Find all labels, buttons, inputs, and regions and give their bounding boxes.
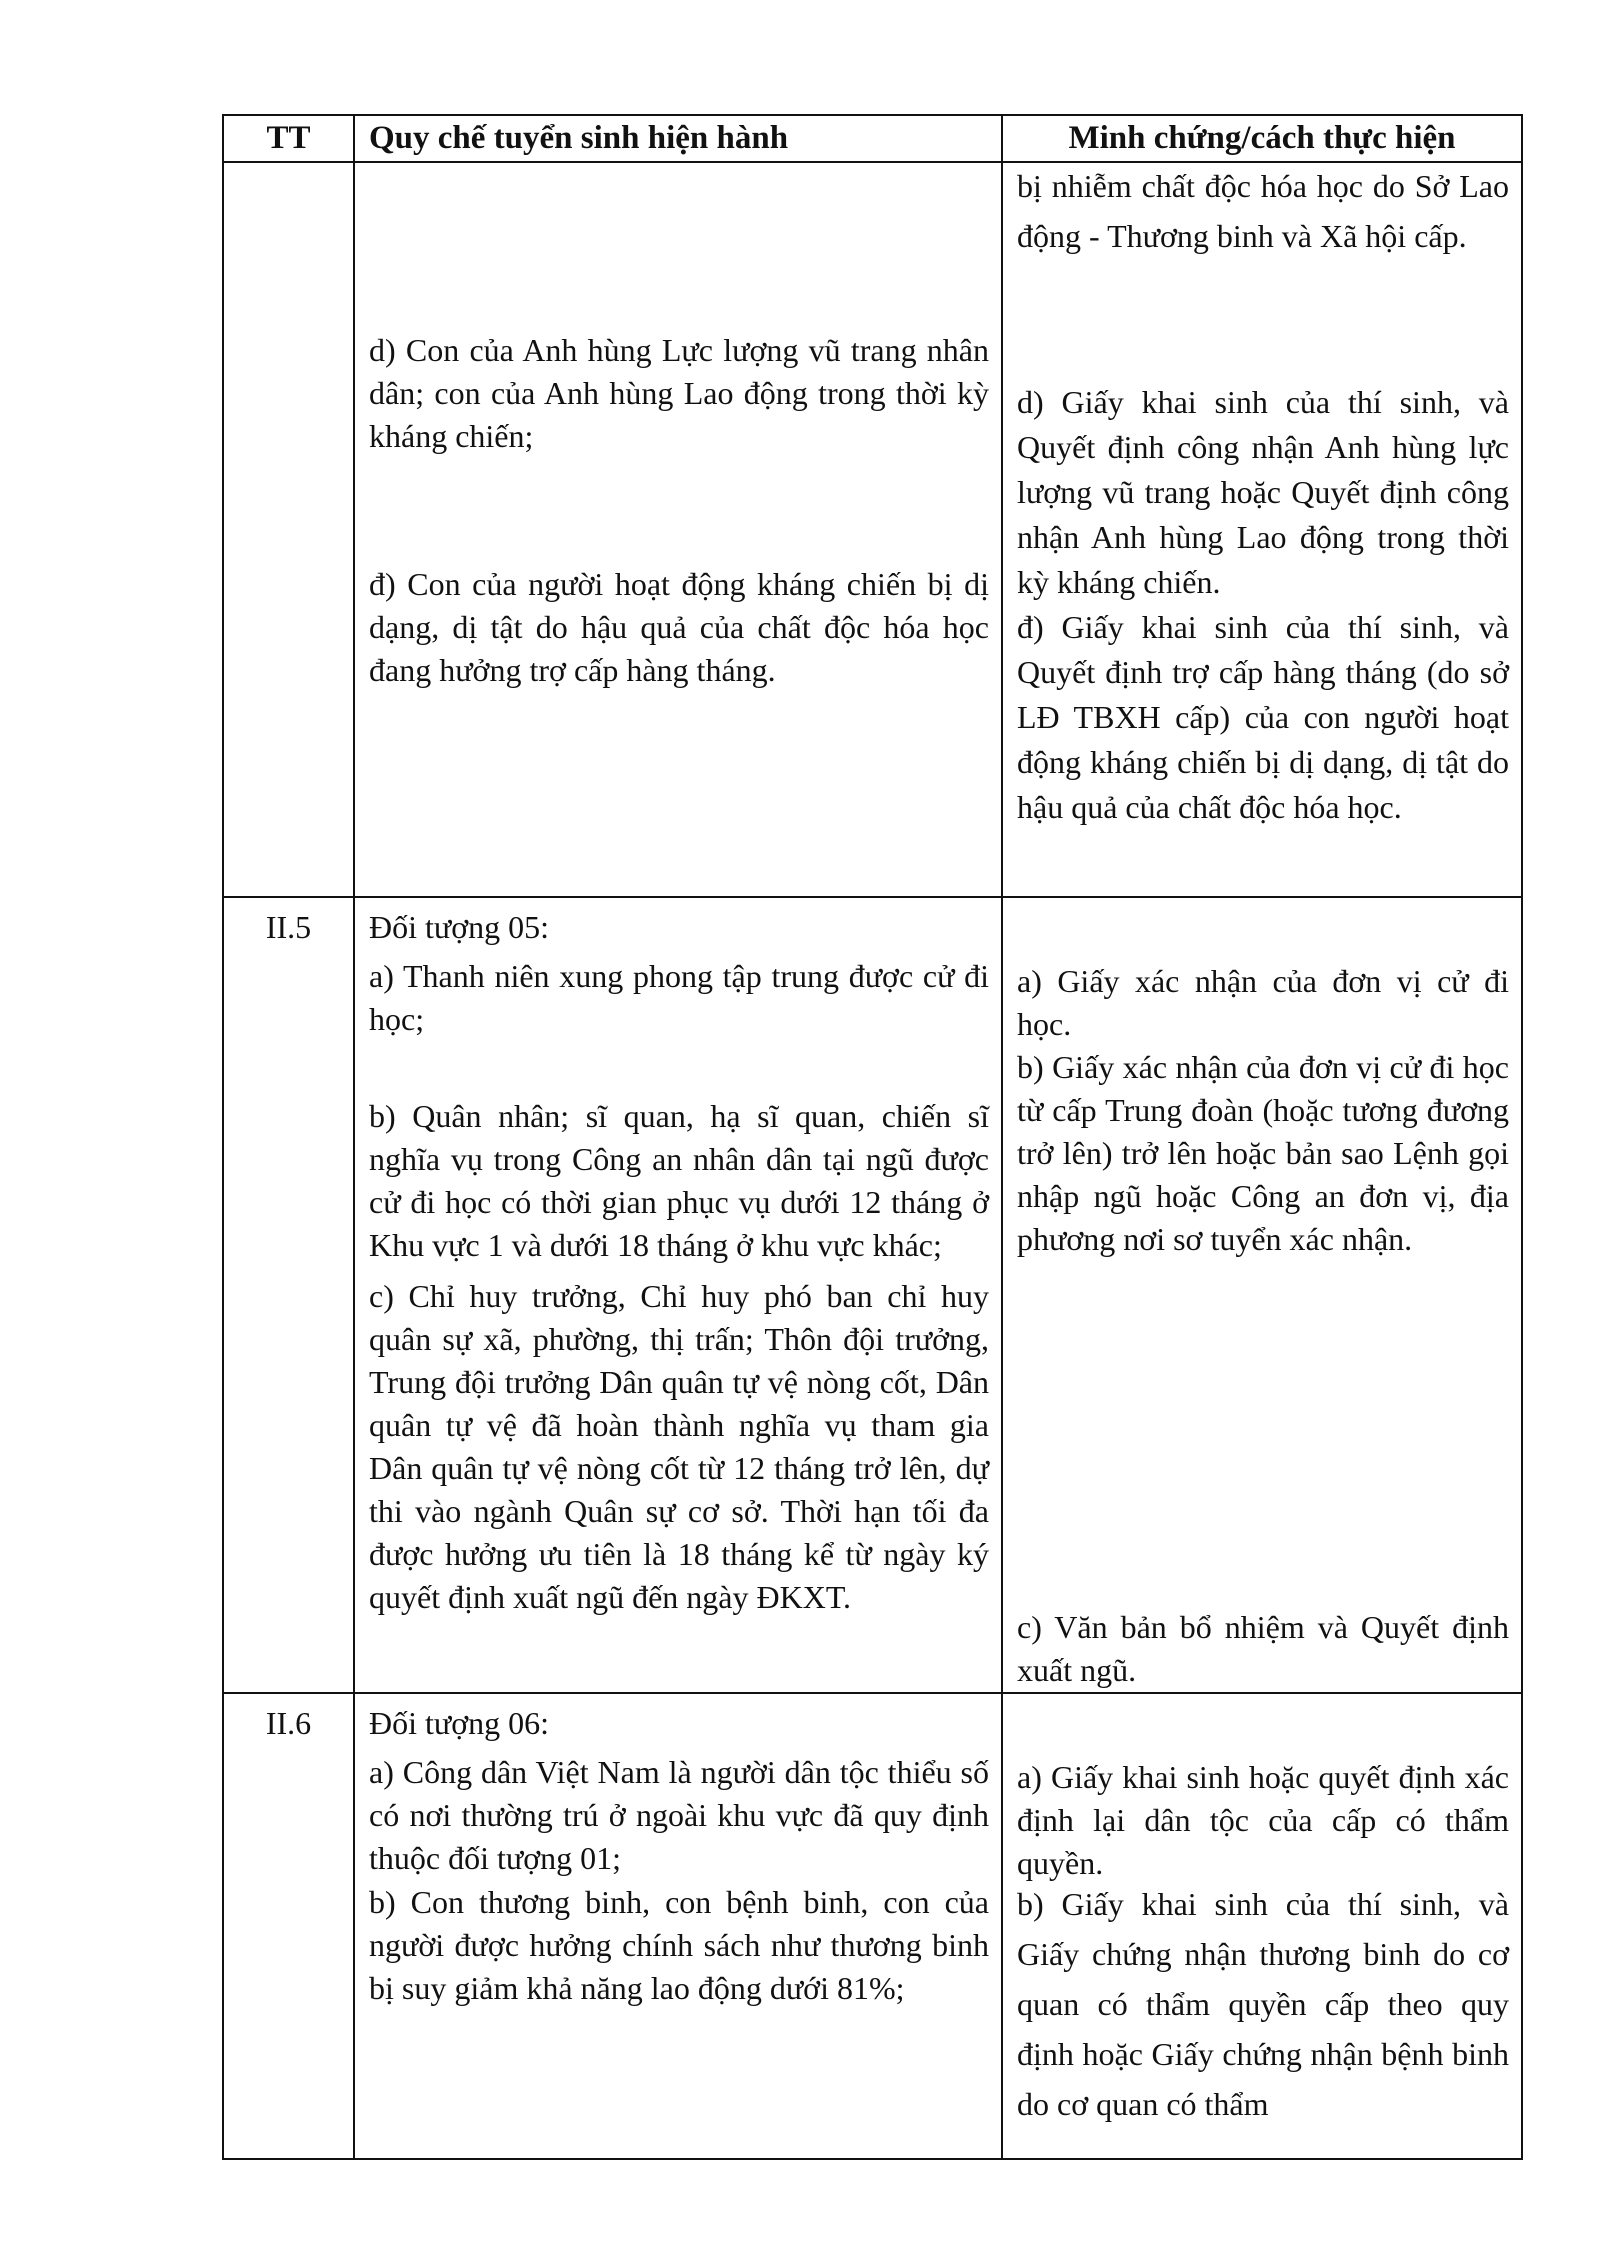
header-rule: Quy chế tuyển sinh hiện hành (354, 115, 1002, 162)
rule-item-b: b) Quân nhân; sĩ quan, hạ sĩ quan, chiến sĩ nghĩa vụ trong Công an nhân dân tại ngũ được cử đi học có thời gian phục vụ dưới 12 tháng ở Khu vực 1 và dưới 18 tháng ở khu vực khác; (369, 1098, 989, 1263)
table-row (223, 1693, 1522, 2159)
table-row (223, 162, 1522, 897)
proof-item-a: a) Giấy khai sinh hoặc quyết định xác định lại dân tộc của cấp có thẩm quyền. (1017, 1759, 1509, 1881)
table-row (223, 897, 1522, 1693)
proof-cell (1002, 897, 1522, 1693)
rule-item-dd: đ) Con của người hoạt động kháng chiến bị dị dạng, dị tật do hậu quả của chất độc hóa học đang hưởng trợ cấp hàng tháng. (369, 566, 989, 688)
header-proof: Minh chứng/cách thực hiện (1002, 115, 1522, 162)
table-header-row (223, 115, 1522, 162)
tt-label: II.6 (265, 1705, 312, 1741)
tt-cell (223, 897, 354, 1693)
proof-item-b: b) Giấy khai sinh của thí sinh, và Giấy chứng nhận thương binh do cơ quan có thẩm quyền cấp theo quy định hoặc Giấy chứng nhận bệnh binh do cơ quan có thẩm (1017, 1886, 1509, 2122)
proof-item-a: a) Giấy xác nhận của đơn vị cử đi học. (1017, 963, 1509, 1042)
admission-rules-table (222, 114, 1523, 2160)
rule-cell (354, 897, 1002, 1693)
rule-item-b: b) Con thương binh, con bệnh binh, con của người được hưởng chính sách như thương binh bị suy giảm khả năng lao động dưới 81%; (369, 1884, 989, 2006)
rule-title: Đối tượng 06: (369, 1705, 550, 1741)
proof-cell (1002, 162, 1522, 897)
rule-cell (354, 162, 1002, 897)
proof-cell (1002, 1693, 1522, 2159)
proof-item-dd: đ) Giấy khai sinh của thí sinh, và Quyết định trợ cấp hàng tháng (do sở LĐ TBXH cấp) của con người hoạt động kháng chiến bị dị dạng, dị tật do hậu quả của chất độc hóa học. (1017, 609, 1509, 825)
proof-item-c: c) Văn bản bổ nhiệm và Quyết định xuất ngũ. (1017, 1609, 1509, 1688)
rule-item-d: d) Con của Anh hùng Lực lượng vũ trang nhân dân; con của Anh hùng Lao động trong thời kỳ kháng chiến; (369, 332, 989, 454)
header-tt: TT (223, 115, 354, 162)
proof-continuation: bị nhiễm chất độc hóa học do Sở Lao động - Thương binh và Xã hội cấp. (1017, 168, 1509, 254)
tt-cell (223, 1693, 354, 2159)
rule-item-c: c) Chỉ huy trưởng, Chỉ huy phó ban chỉ huy quân sự xã, phường, thị trấn; Thôn đội trưởng, Trung đội trưởng Dân quân tự vệ nòng cốt, Dân quân tự vệ đã hoàn thành nghĩa vụ tham gia Dân quân tự vệ nòng cốt từ 12 tháng trở lên, dự thi vào ngành Quân sự cơ sở. Thời hạn tối đa được hưởng ưu tiên là 18 tháng kể từ ngày ký quyết định xuất ngũ đến ngày ĐKXT. (369, 1278, 989, 1615)
proof-item-b: b) Giấy xác nhận của đơn vị cử đi học từ cấp Trung đoàn (hoặc tương đương trở lên) trở lên hoặc bản sao Lệnh gọi nhập ngũ hoặc Công an đơn vị, địa phương nơi sơ tuyển xác nhận. (1017, 1049, 1509, 1257)
rule-item-a: a) Thanh niên xung phong tập trung được cử đi học; (369, 958, 989, 1037)
rule-title: Đối tượng 05: (369, 909, 550, 945)
tt-cell (223, 162, 354, 897)
rule-item-a: a) Công dân Việt Nam là người dân tộc thiểu số có nơi thường trú ở ngoài khu vực đã quy định thuộc đối tượng 01; (369, 1754, 989, 1876)
tt-label (224, 163, 353, 171)
tt-label: II.5 (265, 909, 312, 945)
rule-cell (354, 1693, 1002, 2159)
proof-item-d: d) Giấy khai sinh của thí sinh, và Quyết định công nhận Anh hùng lực lượng vũ trang hoặc Quyết định công nhận Anh hùng Lao động trong thời kỳ kháng chiến. (1017, 384, 1509, 600)
